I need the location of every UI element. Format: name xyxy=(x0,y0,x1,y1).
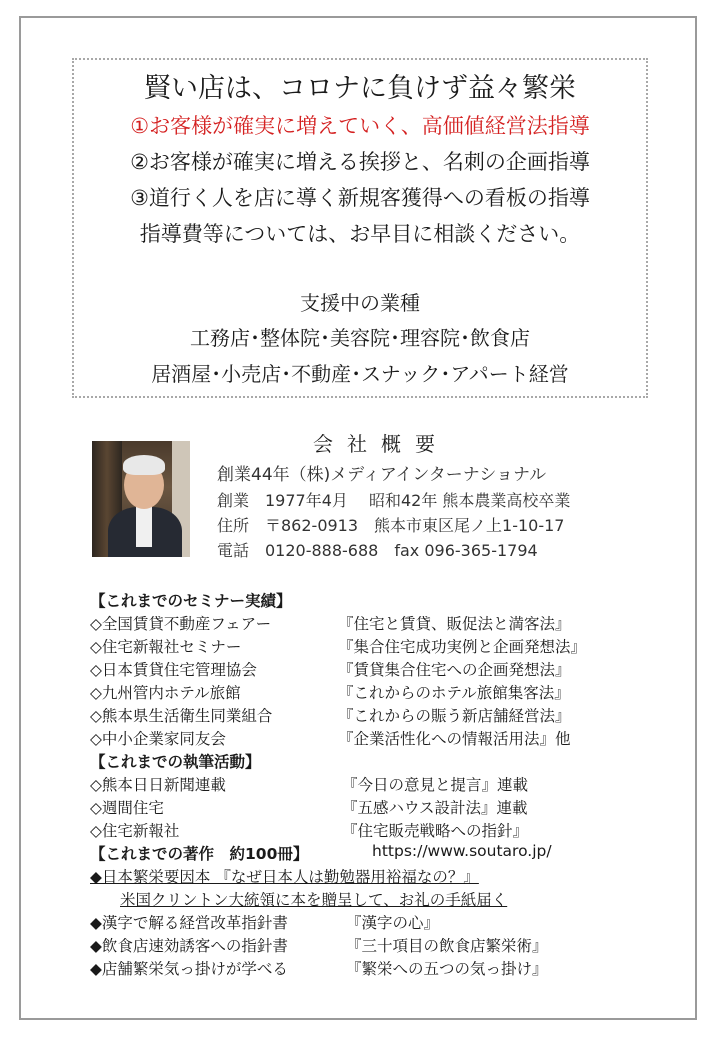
promo-box xyxy=(72,58,648,398)
list-item-title: 『三十項目の飲食店繁栄術』 xyxy=(346,937,548,955)
list-item-org: ◆店舗繁栄気っ掛けが学べる xyxy=(90,960,288,978)
list-item-org: ◇中小企業家同友会 xyxy=(90,730,226,748)
list-item-org: ◇日本賃貸住宅管理協会 xyxy=(90,661,257,679)
company-phone: 電話 0120-888-688 fax 096-365-1794 xyxy=(217,541,538,560)
website-link[interactable]: https://www.soutaro.jp/ xyxy=(372,842,552,860)
list-item-org: ◆飲食店速効誘客への指針書 xyxy=(90,937,288,955)
list-item-title: 『今日の意見と提言』連載 xyxy=(342,776,529,794)
company-address: 住所 〒862-0913 熊本市東区尾ノ上1-10-17 xyxy=(217,516,565,535)
featured-book-line-1: ◆日本繁栄要因本 『なぜ日本人は勤勉器用裕福なの？』 xyxy=(90,868,479,886)
list-item-org: ◇住宅新報社 xyxy=(90,822,180,840)
list-item-org: ◇住宅新報社セミナー xyxy=(90,638,242,656)
list-item-title: 『繁栄への五つの気っ掛け』 xyxy=(346,960,548,978)
promo-line-3: ③道行く人を店に導く新規客獲得への看板の指導 xyxy=(130,186,590,210)
promo-line-1: ①お客様が確実に増えていく、高価値経営法指導 xyxy=(130,114,590,138)
list-item-title: 『五感ハウス設計法』連載 xyxy=(342,799,528,817)
list-item-title: 『これからのホテル旅館集客法』 xyxy=(338,684,570,702)
industries-line-1: 工務店･整体院･美容院･理容院･飲食店 xyxy=(190,326,530,350)
industries-line-2: 居酒屋･小売店･不動産･スナック･アパート経営 xyxy=(151,362,569,386)
list-item-org: ◇九州管内ホテル旅館 xyxy=(90,684,241,702)
promo-line-4: 指導費等については、お早目に相談ください。 xyxy=(139,222,581,246)
writing-heading: 【これまでの執筆活動】 xyxy=(90,753,261,771)
list-item-title: 『漢字の心』 xyxy=(346,914,440,932)
promo-line-2: ②お客様が確実に増える挨拶と、名刺の企画指導 xyxy=(130,150,590,174)
list-item-title: 『これからの賑う新店舗経営法』 xyxy=(338,707,571,725)
list-item-title: 『住宅販売戦略への指針』 xyxy=(342,822,529,840)
list-item-org: ◇熊本日日新聞連載 xyxy=(90,776,226,794)
list-item-org: ◇週間住宅 xyxy=(90,799,164,817)
featured-book-line-2: 米国クリントン大統領に本を贈呈して、お礼の手紙届く xyxy=(120,891,508,909)
list-item-org: ◇熊本県生活衛生同業組合 xyxy=(90,707,273,725)
company-heading: 会社概要 xyxy=(313,432,449,456)
seminars-heading: 【これまでのセミナー実績】 xyxy=(90,592,292,610)
list-item-org: ◆漢字で解る経営改革指針書 xyxy=(90,914,288,932)
list-item-title: 『賃貸集合住宅への企画発想法』 xyxy=(338,661,571,679)
list-item-title: 『企業活性化への情報活用法』他 xyxy=(338,730,571,748)
portrait-photo xyxy=(92,441,190,557)
books-heading: 【これまでの著作 約100冊】 xyxy=(90,845,309,863)
company-name-line: 創業44年（株)メディアインターナショナル xyxy=(217,465,547,485)
list-item-title: 『住宅と賃貸、販促法と満客法』 xyxy=(338,615,571,633)
list-item-title: 『集合住宅成功実例と企画発想法』 xyxy=(338,638,587,656)
list-item-org: ◇全国賃貸不動産フェアー xyxy=(90,615,272,633)
company-founded: 創業 1977年4月 昭和42年 熊本農業高校卒業 xyxy=(217,491,571,510)
promo-title: 賢い店は、コロナに負けず益々繁栄 xyxy=(144,73,576,104)
industries-heading: 支援中の業種 xyxy=(300,291,420,315)
